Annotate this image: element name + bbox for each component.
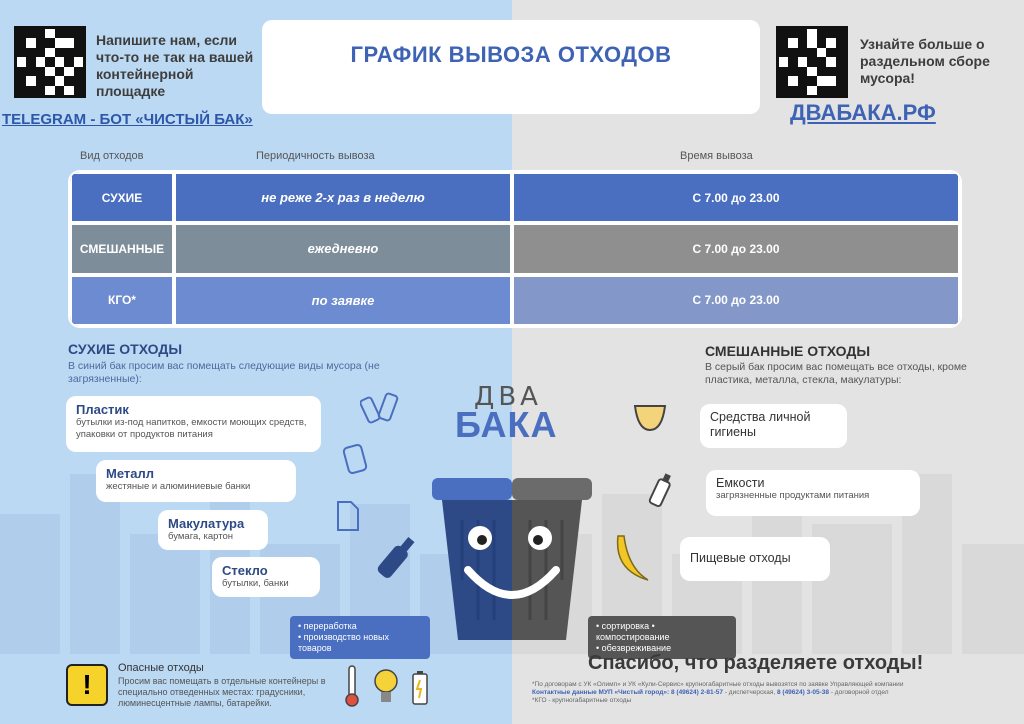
card-text: бутылки из-под напитков, емкости моющих средств, упаковки от продуктов питания xyxy=(76,417,307,440)
logo-line-1: ДВА xyxy=(474,382,542,412)
page-title: ГРАФИК ВЫВОЗА ОТХОДОВ xyxy=(350,42,672,67)
contact-desc: - диспетчерская, xyxy=(723,689,777,696)
fine-line: *По договорам с УК «Олимп» и УК «Кули-Сервис» крупногабаритные отходы вывозятся по заявке Управляющей компании xyxy=(532,681,904,688)
card-plastic xyxy=(66,396,321,452)
schedule-table xyxy=(68,170,962,328)
battery-icon xyxy=(410,670,430,706)
card-title: Средства личной гигиены xyxy=(710,410,811,439)
site-link[interactable]: ДВАБАКА.РФ xyxy=(790,100,936,125)
type-cell: СУХИЕ xyxy=(70,172,174,223)
lightbulb-icon xyxy=(372,668,400,706)
right-note: Узнайте больше о раздельном сборе мусора! xyxy=(860,36,990,86)
fine-print xyxy=(532,681,972,705)
site-qr-code[interactable] xyxy=(776,26,848,98)
card-metal xyxy=(96,460,296,502)
banana-icon xyxy=(610,530,654,586)
thermometer-icon xyxy=(344,664,360,708)
container-icon xyxy=(646,470,676,510)
thanks-message: Спасибо, что разделяете отходы! xyxy=(588,652,924,674)
col-header-frequency: Периодичность вывоза xyxy=(256,150,375,162)
paper-icon xyxy=(335,500,361,532)
dry-waste-subtitle: В синий бак просим вас помещать следующие виды мусора (не загрязненные): xyxy=(68,360,380,385)
card-title: Стекло xyxy=(222,563,268,578)
pill-line: • переработка xyxy=(298,621,357,631)
card-text: жестяные и алюминиевые банки xyxy=(106,481,251,492)
frequency-cell: не реже 2-х раз в неделю xyxy=(174,172,512,223)
fine-line: *КГО - крупногабаритные отходы xyxy=(532,697,632,704)
dry-processing-pill xyxy=(290,616,430,659)
telegram-bot-link[interactable]: TELEGRAM - БОТ «ЧИСТЫЙ БАК» xyxy=(2,111,253,128)
card-paper xyxy=(158,510,268,550)
card-text: бутылки, банки xyxy=(222,578,289,589)
title-box xyxy=(262,20,760,114)
pill-line: • производство новых товаров xyxy=(298,632,389,653)
warning-icon: ! xyxy=(66,664,108,706)
card-title: Емкости xyxy=(716,476,765,490)
contact-phone: Контактные данные МУП «Чистый город»: 8 (49624) 2-81-57 xyxy=(532,689,724,696)
type-cell: СМЕШАННЫЕ xyxy=(70,223,174,274)
contact-desc-2: - договорной отдел xyxy=(829,689,889,696)
mixed-waste-subtitle: В серый бак просим вас помещать все отходы, кроме пластика, металла, стекла, макулатуры: xyxy=(705,361,967,386)
left-note: Напишите нам, если что-то не так на вашей контейнерной площадке xyxy=(96,32,254,99)
card-title: Пищевые отходы xyxy=(690,551,791,565)
logo-line-2: БАКА xyxy=(455,404,558,445)
time-cell: С 7.00 до 23.00 xyxy=(512,172,960,223)
card-food xyxy=(680,537,830,581)
frequency-cell: по заявке xyxy=(174,275,512,326)
frequency-cell: ежедневно xyxy=(174,223,512,274)
bin-mascot-icon xyxy=(428,470,596,646)
fine-line xyxy=(532,689,972,697)
telegram-qr-code[interactable] xyxy=(14,26,86,98)
contact-phone-2: 8 (49624) 3-05-38 xyxy=(776,689,830,696)
type-cell: КГО* xyxy=(70,275,174,326)
card-text: бумага, картон xyxy=(168,531,234,542)
pill-line: • обезвреживание xyxy=(596,643,672,653)
card-hygiene xyxy=(700,404,847,448)
hazard-text: Просим вас помещать в отдельные контейнеры в специально отведенных местах: градусники, люминесцентные лампы, батарейки. xyxy=(118,676,326,708)
card-title: Макулатура xyxy=(168,516,245,531)
col-header-time: Время вывоза xyxy=(680,150,753,162)
col-header-type: Вид отходов xyxy=(80,150,144,162)
card-text: загрязненные продуктами питания xyxy=(716,490,870,501)
card-title: Пластик xyxy=(76,402,129,417)
card-containers xyxy=(706,470,920,516)
table-row xyxy=(70,223,960,274)
card-title: Металл xyxy=(106,466,155,481)
pill-line: • сортировка • компостирование xyxy=(596,621,670,642)
diaper-icon xyxy=(632,400,668,434)
dry-waste-title: СУХИЕ ОТХОДЫ xyxy=(68,341,183,357)
time-cell: С 7.00 до 23.00 xyxy=(512,223,960,274)
mixed-waste-title: СМЕШАННЫЕ ОТХОДЫ xyxy=(705,343,871,359)
table-row xyxy=(70,172,960,223)
can-icon xyxy=(340,440,374,476)
hazard-title: Опасные отходы xyxy=(118,662,204,674)
table-row xyxy=(70,275,960,326)
glass-bottle-icon xyxy=(370,532,422,584)
time-cell: С 7.00 до 23.00 xyxy=(512,275,960,326)
card-glass xyxy=(212,557,320,597)
plastic-bottles-icon xyxy=(360,388,402,426)
